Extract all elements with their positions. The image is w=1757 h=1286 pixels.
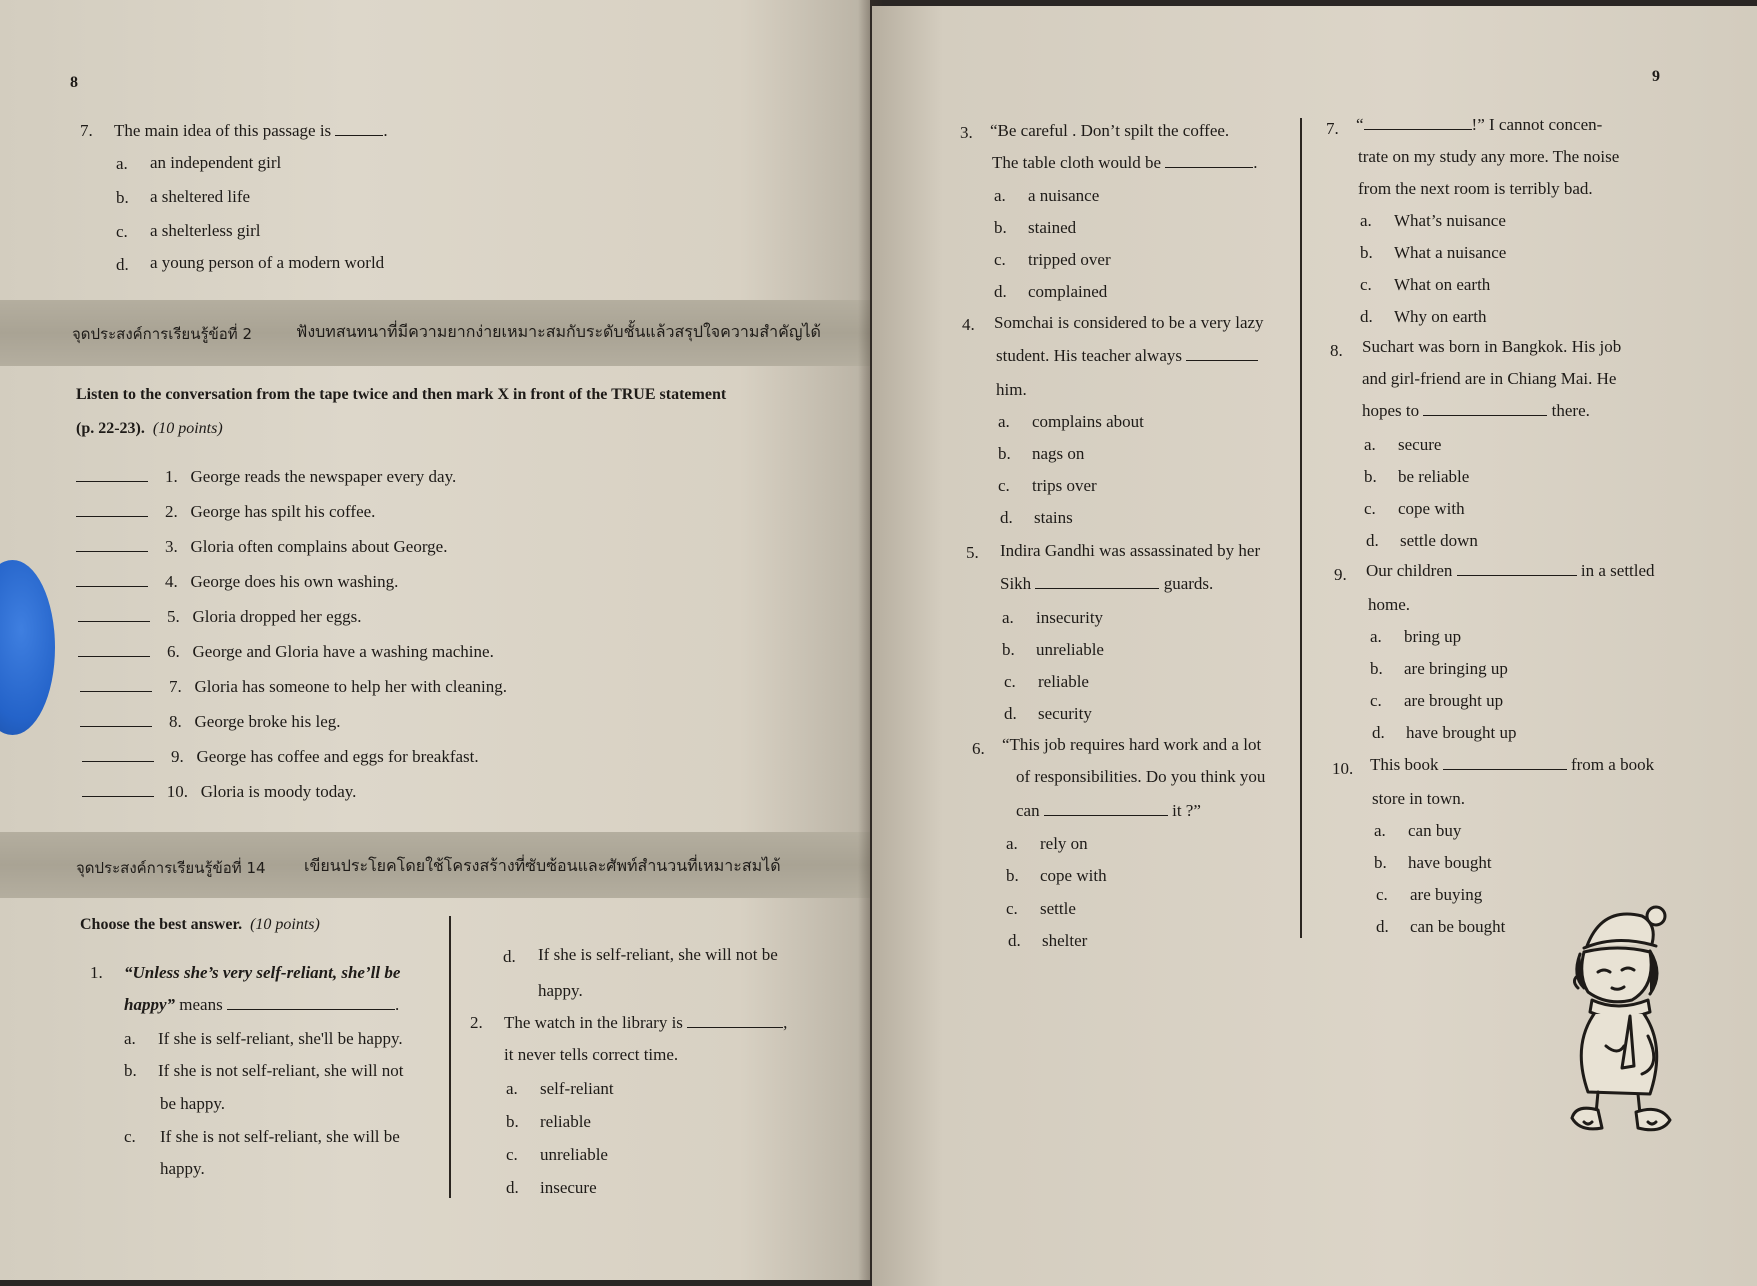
left-page (0, 0, 870, 1280)
q8-option-d: settle down (1400, 531, 1478, 550)
q4-option-a-letter: a. (998, 412, 1010, 431)
q3-number: 3. (960, 123, 973, 142)
q7-option-c-letter: c. (116, 222, 128, 241)
q9-option-b-letter: b. (1370, 659, 1383, 678)
q8-option-c: cope with (1398, 499, 1465, 518)
q10-option-c-letter: c. (1376, 885, 1388, 904)
q4-line2: student. His teacher always (996, 345, 1258, 367)
q5-option-d: security (1038, 704, 1092, 723)
q10-option-b-letter: b. (1374, 853, 1387, 872)
q8-line2: and girl-friend are in Chiang Mai. He (1362, 369, 1617, 388)
q1-option-b-line2: be happy. (160, 1094, 225, 1113)
q7r-option-d: Why on earth (1394, 307, 1487, 326)
q7-option-d-letter: d. (116, 255, 129, 274)
q9-line1: Our children in a settled (1366, 561, 1655, 580)
q1-option-a-letter: a. (124, 1029, 136, 1048)
objective-14-text: เขียนประโยคโดยใช้โครงสร้างที่ซับซ้อนและศัพท์สำนวนที่เหมาะสมได้ (304, 856, 781, 875)
column-divider (449, 916, 451, 1198)
statement-row: 4. George does his own washing. (76, 571, 398, 593)
q2-number: 2. (470, 1013, 483, 1032)
answer-blank (1186, 346, 1258, 361)
answer-blank (1165, 153, 1253, 168)
q5-number: 5. (966, 543, 979, 562)
q2-option-c: unreliable (540, 1145, 608, 1164)
q7r-line1: “ !” I cannot concen- (1356, 115, 1603, 134)
q4-option-b-letter: b. (998, 444, 1011, 463)
q9-option-a: bring up (1404, 627, 1462, 646)
blue-sticker-image (0, 560, 55, 735)
mark-blank[interactable] (76, 572, 148, 587)
q2-option-d-letter: d. (506, 1178, 519, 1197)
q1-option-c-letter: c. (124, 1127, 136, 1146)
q8-option-a: secure (1398, 435, 1442, 454)
q1-option-c-line1: If she is not self-reliant, she will be (160, 1127, 400, 1146)
q6-line1: “This job requires hard work and a lot (1002, 735, 1262, 754)
mark-blank[interactable] (78, 607, 150, 622)
q5-option-c-letter: c. (1004, 672, 1016, 691)
q2-option-b: reliable (540, 1112, 591, 1131)
mark-blank[interactable] (82, 747, 154, 762)
q9-number: 9. (1334, 565, 1347, 584)
q9-option-d-letter: d. (1372, 723, 1385, 742)
q7r-option-b-letter: b. (1360, 243, 1373, 262)
q4-option-a: complains about (1032, 412, 1144, 431)
column-divider (1300, 118, 1302, 938)
q6-option-d: shelter (1042, 931, 1088, 950)
statement-row: 3. Gloria often complains about George. (76, 536, 447, 558)
q3-line1: “Be careful . Don’t spilt the coffee. (990, 121, 1230, 140)
page-number-right: 9 (1652, 68, 1660, 85)
q3-line2: The table cloth would be . (992, 153, 1258, 172)
q1-number: 1. (90, 963, 103, 982)
q3-option-a-letter: a. (994, 186, 1006, 205)
mark-blank[interactable] (76, 537, 148, 552)
q1-quote-line2: happy” means . (124, 995, 400, 1014)
q1-option-c-line2: happy. (160, 1159, 205, 1178)
q8-line1: Suchart was born in Bangkok. His job (1362, 337, 1622, 356)
answer-blank (1443, 755, 1567, 770)
listening-points: (p. 22-23). (10 points) (76, 420, 223, 437)
q7r-option-a: What’s nuisance (1394, 211, 1506, 230)
q2-option-d: insecure (540, 1178, 597, 1197)
q1-option-b-line1: If she is not self-reliant, she will not (158, 1061, 404, 1080)
q4-option-d: stains (1034, 508, 1073, 527)
q6-option-b-letter: b. (1006, 866, 1019, 885)
choose-instruction: Choose the best answer. (10 points) (80, 916, 320, 933)
question-7-number: 7. (80, 121, 93, 140)
q9-line2: home. (1368, 595, 1411, 614)
q2-option-a-letter: a. (506, 1079, 518, 1098)
mark-blank[interactable] (80, 712, 152, 727)
mark-blank[interactable] (76, 502, 148, 517)
q4-line3: him. (996, 380, 1027, 399)
statement-row: 5. Gloria dropped her eggs. (78, 606, 362, 628)
q4-option-b: nags on (1032, 444, 1085, 463)
statement-row: 9. George has coffee and eggs for breakfast. (82, 746, 479, 768)
q1-option-a: If she is self-reliant, she'll be happy. (158, 1029, 403, 1048)
q2-option-a: self-reliant (540, 1079, 614, 1098)
q8-option-b-letter: b. (1364, 467, 1377, 486)
q3-option-d-letter: d. (994, 282, 1007, 301)
answer-blank (227, 995, 395, 1010)
q3-option-b: stained (1028, 218, 1077, 237)
q7r-option-d-letter: d. (1360, 307, 1373, 326)
q8-option-d-letter: d. (1366, 531, 1379, 550)
objective-14-label: จุดประสงค์การเรียนรู้ข้อที่ 14 (76, 859, 266, 877)
q6-line3: can it ?” (1016, 801, 1201, 820)
q9-option-b: are bringing up (1404, 659, 1508, 678)
q4-option-c: trips over (1032, 476, 1097, 495)
q7-option-a-letter: a. (116, 154, 128, 173)
statement-row: 6. George and Gloria have a washing machine. (78, 641, 494, 663)
answer-blank (687, 1013, 783, 1028)
q10-option-d-letter: d. (1376, 917, 1389, 936)
statement-row: 2. George has spilt his coffee. (76, 501, 375, 523)
q7-option-c: a shelterless girl (150, 221, 261, 240)
objective-band-14 (0, 832, 870, 898)
q7r-option-c: What on earth (1394, 275, 1491, 294)
q3-option-c-letter: c. (994, 250, 1006, 269)
question-7-stem: The main idea of this passage is . (114, 121, 388, 140)
q9-option-a-letter: a. (1370, 627, 1382, 646)
q10-number: 10. (1332, 759, 1354, 778)
q4-line1: Somchai is considered to be a very lazy (994, 313, 1264, 332)
q10-option-b: have bought (1408, 853, 1492, 872)
q5-line2: Sikh guards. (1000, 574, 1214, 593)
q7r-option-a-letter: a. (1360, 211, 1372, 230)
objective-2-text: ฟังบทสนทนาที่มีความยากง่ายเหมาะสมกับระดับชั้นแล้วสรุปใจความสำคัญได้ (296, 322, 821, 341)
statement-row: 10. Gloria is moody today. (82, 781, 356, 803)
q1-option-d-line2: happy. (538, 981, 583, 1000)
q6-option-a: rely on (1040, 834, 1088, 853)
q6-number: 6. (972, 739, 985, 758)
listening-instruction: Listen to the conversation from the tape twice and then mark X in front of the TRUE statement (76, 386, 727, 403)
cartoon-child-illustration (1532, 896, 1692, 1146)
q7r-line3: from the next room is terribly bad. (1358, 179, 1593, 198)
q8-option-c-letter: c. (1364, 499, 1376, 518)
q10-option-c: are buying (1410, 885, 1483, 904)
q4-number: 4. (962, 315, 975, 334)
q2-option-c-letter: c. (506, 1145, 518, 1164)
q7-option-d: a young person of a modern world (150, 253, 385, 272)
q5-line1: Indira Gandhi was assassinated by her (1000, 541, 1261, 560)
q10-option-a-letter: a. (1374, 821, 1386, 840)
q7r-number: 7. (1326, 119, 1339, 138)
q2-line1: The watch in the library is , (504, 1013, 788, 1032)
q3-option-c: tripped over (1028, 250, 1111, 269)
q7-option-b-letter: b. (116, 188, 129, 207)
q7r-option-b: What a nuisance (1394, 243, 1507, 262)
q2-option-b-letter: b. (506, 1112, 519, 1131)
q7r-option-c-letter: c. (1360, 275, 1372, 294)
q10-option-a: can buy (1408, 821, 1462, 840)
q1-option-b-letter: b. (124, 1061, 137, 1080)
q3-option-d: complained (1028, 282, 1108, 301)
objective-band-2 (0, 300, 870, 366)
answer-blank (1457, 561, 1577, 576)
q4-option-d-letter: d. (1000, 508, 1013, 527)
q3-option-a: a nuisance (1028, 186, 1100, 205)
q6-option-c-letter: c. (1006, 899, 1018, 918)
q5-option-a-letter: a. (1002, 608, 1014, 627)
q1-quote-line1: “Unless she’s very self-reliant, she’ll be (124, 963, 401, 982)
q5-option-d-letter: d. (1004, 704, 1017, 723)
q5-option-b-letter: b. (1002, 640, 1015, 659)
objective-2-label: จุดประสงค์การเรียนรู้ข้อที่ 2 (72, 325, 252, 343)
mark-blank[interactable] (82, 782, 154, 797)
q10-option-d: can be bought (1410, 917, 1506, 936)
answer-blank (335, 121, 383, 136)
statement-row: 8. George broke his leg. (80, 711, 341, 733)
answer-blank (1364, 115, 1472, 130)
q9-option-d: have brought up (1406, 723, 1517, 742)
q5-option-b: unreliable (1036, 640, 1104, 659)
q8-option-a-letter: a. (1364, 435, 1376, 454)
q6-option-c: settle (1040, 899, 1076, 918)
q6-option-d-letter: d. (1008, 931, 1021, 950)
q7r-line2: trate on my study any more. The noise (1358, 147, 1620, 166)
answer-blank (1423, 401, 1547, 416)
q10-line2: store in town. (1372, 789, 1466, 808)
q6-option-a-letter: a. (1006, 834, 1018, 853)
q1-option-d-letter: d. (503, 947, 516, 966)
q7-option-b: a sheltered life (150, 187, 251, 206)
page-number-left: 8 (70, 74, 78, 91)
q9-option-c-letter: c. (1370, 691, 1382, 710)
q4-option-c-letter: c. (998, 476, 1010, 495)
q6-line2: of responsibilities. Do you think you (1016, 767, 1266, 786)
statement-row: 7. Gloria has someone to help her with cleaning. (80, 676, 507, 698)
q3-option-b-letter: b. (994, 218, 1007, 237)
q8-line3: hopes to there. (1362, 401, 1590, 420)
mark-blank[interactable] (78, 642, 150, 657)
q5-option-a: insecurity (1036, 608, 1104, 627)
mark-blank[interactable] (76, 467, 148, 482)
right-page (872, 6, 1757, 1286)
q2-line2: it never tells correct time. (504, 1045, 679, 1064)
q6-option-b: cope with (1040, 866, 1107, 885)
q5-option-c: reliable (1038, 672, 1089, 691)
mark-blank[interactable] (80, 677, 152, 692)
answer-blank (1035, 574, 1159, 589)
q7-option-a: an independent girl (150, 153, 282, 172)
q10-line1: This book from a book (1370, 755, 1655, 774)
q1-option-d-line1: If she is self-reliant, she will not be (538, 945, 778, 964)
q8-option-b: be reliable (1398, 467, 1470, 486)
statement-row: 1. George reads the newspaper every day. (76, 466, 456, 488)
answer-blank (1044, 801, 1168, 816)
q9-option-c: are brought up (1404, 691, 1504, 710)
q8-number: 8. (1330, 341, 1343, 360)
